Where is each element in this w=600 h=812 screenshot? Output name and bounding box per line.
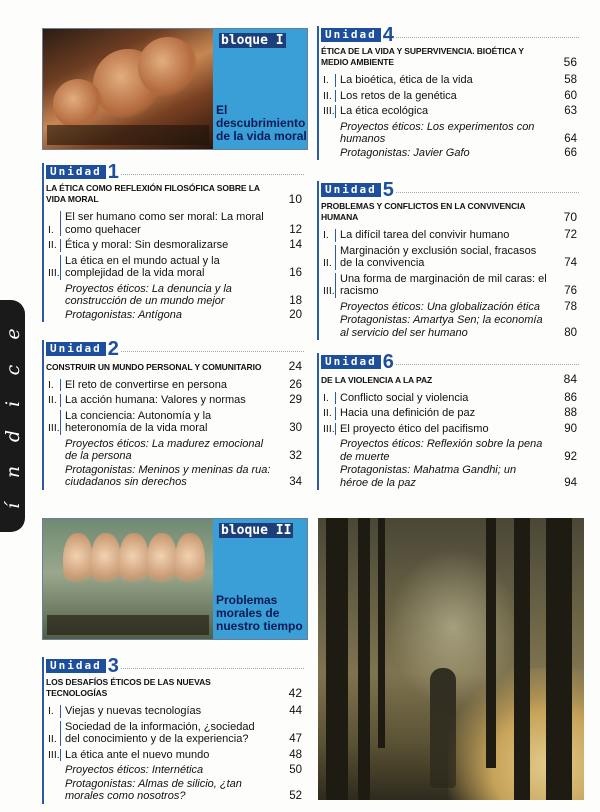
item-page: 58: [564, 74, 577, 86]
item-separator: [335, 407, 336, 420]
bloque-2-label: bloque II: [221, 523, 292, 538]
item-page: 16: [289, 267, 302, 279]
bloque-2-photo: [43, 519, 213, 639]
unit-number: 5: [382, 179, 394, 201]
unit-2-section: [42, 340, 304, 490]
extra-page: 50: [289, 764, 302, 776]
unit-header: [321, 181, 579, 199]
item-text: Marginación y exclusión social, fracasos de la convivencia: [340, 244, 537, 269]
toc-item[interactable]: [321, 245, 579, 270]
item-text: La ética en el mundo actual y la complejidad de la vida moral: [65, 254, 220, 279]
unit-title-row[interactable]: [321, 46, 579, 68]
unit-title: CONSTRUIR UN MUNDO PERSONAL Y COMUNITARIO: [46, 361, 262, 372]
toc-item[interactable]: [46, 721, 304, 746]
toc-item[interactable]: [46, 379, 304, 392]
unit-divider: [396, 37, 579, 38]
item-page: 88: [564, 407, 577, 419]
item-text: Ética y moral: Sin desmoralizarse: [65, 239, 229, 251]
item-page: 63: [564, 105, 577, 117]
toc-item[interactable]: [321, 392, 579, 405]
item-separator: [335, 105, 336, 118]
protagonistas-item[interactable]: [321, 314, 579, 339]
item-text: El reto de convertirse en persona: [65, 378, 228, 391]
unit-3-section: [42, 657, 304, 804]
unit-5-section: [317, 181, 579, 340]
unit-divider: [121, 351, 304, 352]
unit-6-section: [317, 353, 579, 490]
unit-header: [46, 163, 304, 181]
extra-page: 78: [564, 300, 577, 313]
toc-item[interactable]: [321, 273, 579, 298]
side-tab-letter: i: [2, 400, 24, 408]
extra-text: Protagonistas: Mahatma Gandhi; un héroe de la paz: [340, 464, 517, 489]
unit-number: 6: [382, 351, 394, 373]
extra-page: 94: [564, 476, 577, 489]
extra-page: 18: [289, 295, 302, 307]
unit-word: Unidad: [46, 659, 106, 673]
proyectos-eticos-item[interactable]: [321, 438, 579, 463]
roman-numeral: III.: [323, 422, 335, 435]
side-tab-letter: n: [2, 465, 24, 479]
unit-title-row[interactable]: [46, 360, 304, 373]
bloque-1-label: bloque I: [221, 33, 284, 48]
proyectos-eticos-item[interactable]: [46, 764, 304, 777]
extra-text: Proyectos éticos: Una globalización ética: [340, 300, 540, 313]
item-separator: [335, 392, 336, 405]
item-text: La difícil tarea del convivir humano: [340, 229, 510, 241]
item-separator: [60, 255, 61, 280]
unit-header: [46, 340, 304, 358]
item-separator: [335, 245, 336, 270]
unit-title: ÉTICA DE LA VIDA Y SUPERVIVENCIA. BIOÉTICA Y MEDIO AMBIENTE: [321, 46, 524, 67]
item-text: Conflicto social y violencia: [340, 391, 469, 404]
unit-page: 84: [563, 372, 577, 386]
item-page: 48: [289, 748, 302, 761]
roman-numeral: III.: [48, 748, 60, 761]
toc-item[interactable]: [321, 423, 579, 436]
item-text: La ética ecológica: [340, 105, 429, 117]
extra-text: Protagonistas: Almas de silicio, ¿tan morales como nosotros?: [65, 777, 242, 802]
extra-page: 66: [564, 146, 577, 159]
item-text: El proyecto ético del pacifismo: [340, 422, 489, 435]
side-tab-letter: c: [2, 364, 24, 376]
item-text: El ser humano como ser moral: La moral como quehacer: [65, 211, 264, 236]
item-separator: [335, 229, 336, 242]
extra-page: 52: [289, 790, 302, 802]
item-text: Sociedad de la información, ¿sociedad del conocimiento y de la experiencia?: [65, 720, 255, 745]
item-separator: [60, 721, 61, 746]
proyectos-eticos-item[interactable]: [321, 301, 579, 314]
unit-page: 24: [288, 359, 302, 373]
index-side-tab: [0, 300, 25, 532]
extra-text: Proyectos éticos: Reflexión sobre la pena de muerte: [340, 438, 543, 463]
roman-numeral: I.: [323, 391, 329, 404]
unit-word: Unidad: [321, 183, 381, 197]
toc-item[interactable]: [321, 90, 579, 103]
bloque-1-banner: [42, 28, 308, 150]
protagonistas-item[interactable]: [46, 778, 304, 803]
item-page: 86: [564, 391, 577, 404]
roman-numeral: I.: [48, 223, 54, 236]
extra-page: 34: [289, 476, 302, 488]
unit-number: 1: [107, 161, 119, 183]
extra-text: Proyectos éticos: Los experimentos con humanos: [340, 120, 535, 145]
item-text: Los retos de la genética: [340, 89, 457, 102]
bloque-1-photo: [43, 29, 213, 149]
item-text: La bioética, ética de la vida: [340, 74, 473, 86]
extra-page: 20: [289, 308, 302, 321]
item-page: 26: [289, 378, 302, 391]
toc-item[interactable]: [46, 255, 304, 280]
toc-item[interactable]: [46, 410, 304, 435]
extra-page: 92: [564, 450, 577, 463]
toc-item[interactable]: [46, 394, 304, 407]
toc-item[interactable]: [46, 239, 304, 252]
proyectos-eticos-item[interactable]: [321, 121, 579, 146]
unit-title: LA ÉTICA COMO REFLEXIÓN FILOSÓFICA SOBRE LA VIDA MORAL: [46, 183, 260, 204]
proyectos-eticos-item[interactable]: [46, 438, 304, 463]
unit-title-row[interactable]: [46, 183, 304, 205]
item-separator: [335, 90, 336, 103]
unit-title-row[interactable]: [46, 677, 304, 699]
roman-numeral: II.: [323, 257, 332, 269]
extra-text: Proyectos éticos: La denuncia y la construcción de un mundo mejor: [65, 282, 232, 307]
toc-item[interactable]: [321, 229, 579, 242]
bloque-2-subtitle: Problemas morales de nuestro tiempo: [216, 593, 303, 633]
unit-page: 42: [288, 685, 302, 700]
roman-numeral: II.: [323, 407, 332, 419]
extra-page: 80: [564, 326, 577, 339]
extra-text: Protagonistas: Javier Gafo: [340, 146, 470, 159]
unit-header: [321, 353, 579, 371]
item-page: 44: [289, 705, 302, 717]
toc-item[interactable]: [46, 211, 304, 236]
item-separator: [60, 410, 61, 435]
proyectos-eticos-item[interactable]: [46, 283, 304, 308]
roman-numeral: III.: [323, 105, 335, 117]
item-separator: [60, 211, 61, 236]
unit-1-section: [42, 163, 304, 322]
roman-numeral: II.: [48, 394, 57, 406]
unit-page: 56: [563, 54, 577, 69]
protagonistas-item[interactable]: [46, 309, 304, 322]
roman-numeral: I.: [323, 74, 329, 86]
extra-text: Proyectos éticos: Internética: [65, 764, 204, 776]
unit-number: 2: [107, 338, 119, 360]
roman-numeral: I.: [48, 378, 54, 391]
toc-item[interactable]: [321, 407, 579, 420]
item-separator: [60, 239, 61, 252]
item-separator: [335, 273, 336, 298]
roman-numeral: II.: [48, 239, 57, 251]
side-tab-letter: í: [2, 502, 24, 510]
item-page: 90: [564, 422, 577, 435]
item-text: La ética ante el nuevo mundo: [65, 748, 210, 761]
extra-text: Protagonistas: Amartya Sen; la economía al servicio del ser humano: [340, 314, 543, 339]
unit-title: DE LA VIOLENCIA A LA PAZ: [321, 374, 433, 385]
toc-item[interactable]: [46, 705, 304, 718]
forest-photo: [318, 518, 584, 800]
item-page: 76: [564, 285, 577, 297]
protagonistas-item[interactable]: [46, 464, 304, 489]
item-text: Hacia una definición de paz: [340, 407, 476, 419]
side-tab-letter: e: [2, 328, 24, 340]
unit-header: [321, 26, 579, 44]
item-page: 12: [289, 223, 302, 236]
bloque-1-subtitle: El descubrimiento de la vida moral: [216, 103, 307, 143]
roman-numeral: III.: [48, 267, 60, 279]
item-page: 29: [289, 394, 302, 406]
extra-page: 64: [564, 133, 577, 145]
unit-page: 10: [288, 191, 302, 206]
unit-number: 4: [382, 24, 394, 46]
unit-title-row[interactable]: [321, 373, 579, 386]
unit-word: Unidad: [321, 355, 381, 369]
toc-item[interactable]: [46, 749, 304, 762]
unit-word: Unidad: [321, 28, 381, 42]
item-separator: [335, 423, 336, 436]
extra-text: Protagonistas: Meninos y meninas da rua: ciudadanos sin derechos: [65, 463, 271, 488]
bloque-2-banner: [42, 518, 308, 640]
protagonistas-item[interactable]: [321, 147, 579, 160]
toc-item[interactable]: [321, 74, 579, 87]
item-text: Viejas y nuevas tecnologías: [65, 705, 202, 717]
side-tab-letter: d: [2, 429, 24, 443]
unit-divider: [396, 364, 579, 365]
item-page: 60: [564, 89, 577, 102]
roman-numeral: III.: [48, 422, 60, 434]
extra-text: Proyectos éticos: La madurez emocional de la persona: [65, 437, 264, 462]
extra-page: 32: [289, 450, 302, 462]
unit-title-row[interactable]: [321, 201, 579, 223]
unit-number: 3: [107, 655, 119, 677]
item-separator: [60, 749, 61, 762]
item-page: 74: [564, 257, 577, 269]
unit-divider: [121, 668, 304, 669]
unit-title: LOS DESAFÍOS ÉTICOS DE LAS NUEVAS TECNOLOGÍAS: [46, 677, 211, 698]
unit-title: PROBLEMAS Y CONFLICTOS EN LA CONVIVENCIA HUMANA: [321, 201, 526, 222]
roman-numeral: I.: [48, 705, 54, 717]
roman-numeral: III.: [323, 285, 335, 297]
item-page: 14: [289, 239, 302, 251]
item-separator: [60, 705, 61, 718]
item-page: 47: [289, 733, 302, 745]
item-text: La conciencia: Autonomía y la heteronomía de la vida moral: [65, 409, 212, 434]
unit-page: 70: [563, 209, 577, 224]
unit-word: Unidad: [46, 165, 106, 179]
extra-text: Protagonistas: Antígona: [65, 308, 183, 321]
unit-word: Unidad: [46, 342, 106, 356]
unit-divider: [121, 174, 304, 175]
item-separator: [335, 74, 336, 87]
item-separator: [60, 379, 61, 392]
item-text: Una forma de marginación de mil caras: el racismo: [340, 272, 547, 297]
roman-numeral: I.: [323, 229, 329, 241]
unit-header: [46, 657, 304, 675]
roman-numeral: II.: [323, 89, 332, 102]
toc-item[interactable]: [321, 105, 579, 118]
roman-numeral: II.: [48, 733, 57, 745]
protagonistas-item[interactable]: [321, 464, 579, 489]
item-separator: [60, 394, 61, 407]
item-page: 72: [564, 229, 577, 241]
item-page: 30: [289, 422, 302, 434]
unit-divider: [396, 192, 579, 193]
item-text: La acción humana: Valores y normas: [65, 394, 246, 406]
unit-4-section: [317, 26, 579, 160]
